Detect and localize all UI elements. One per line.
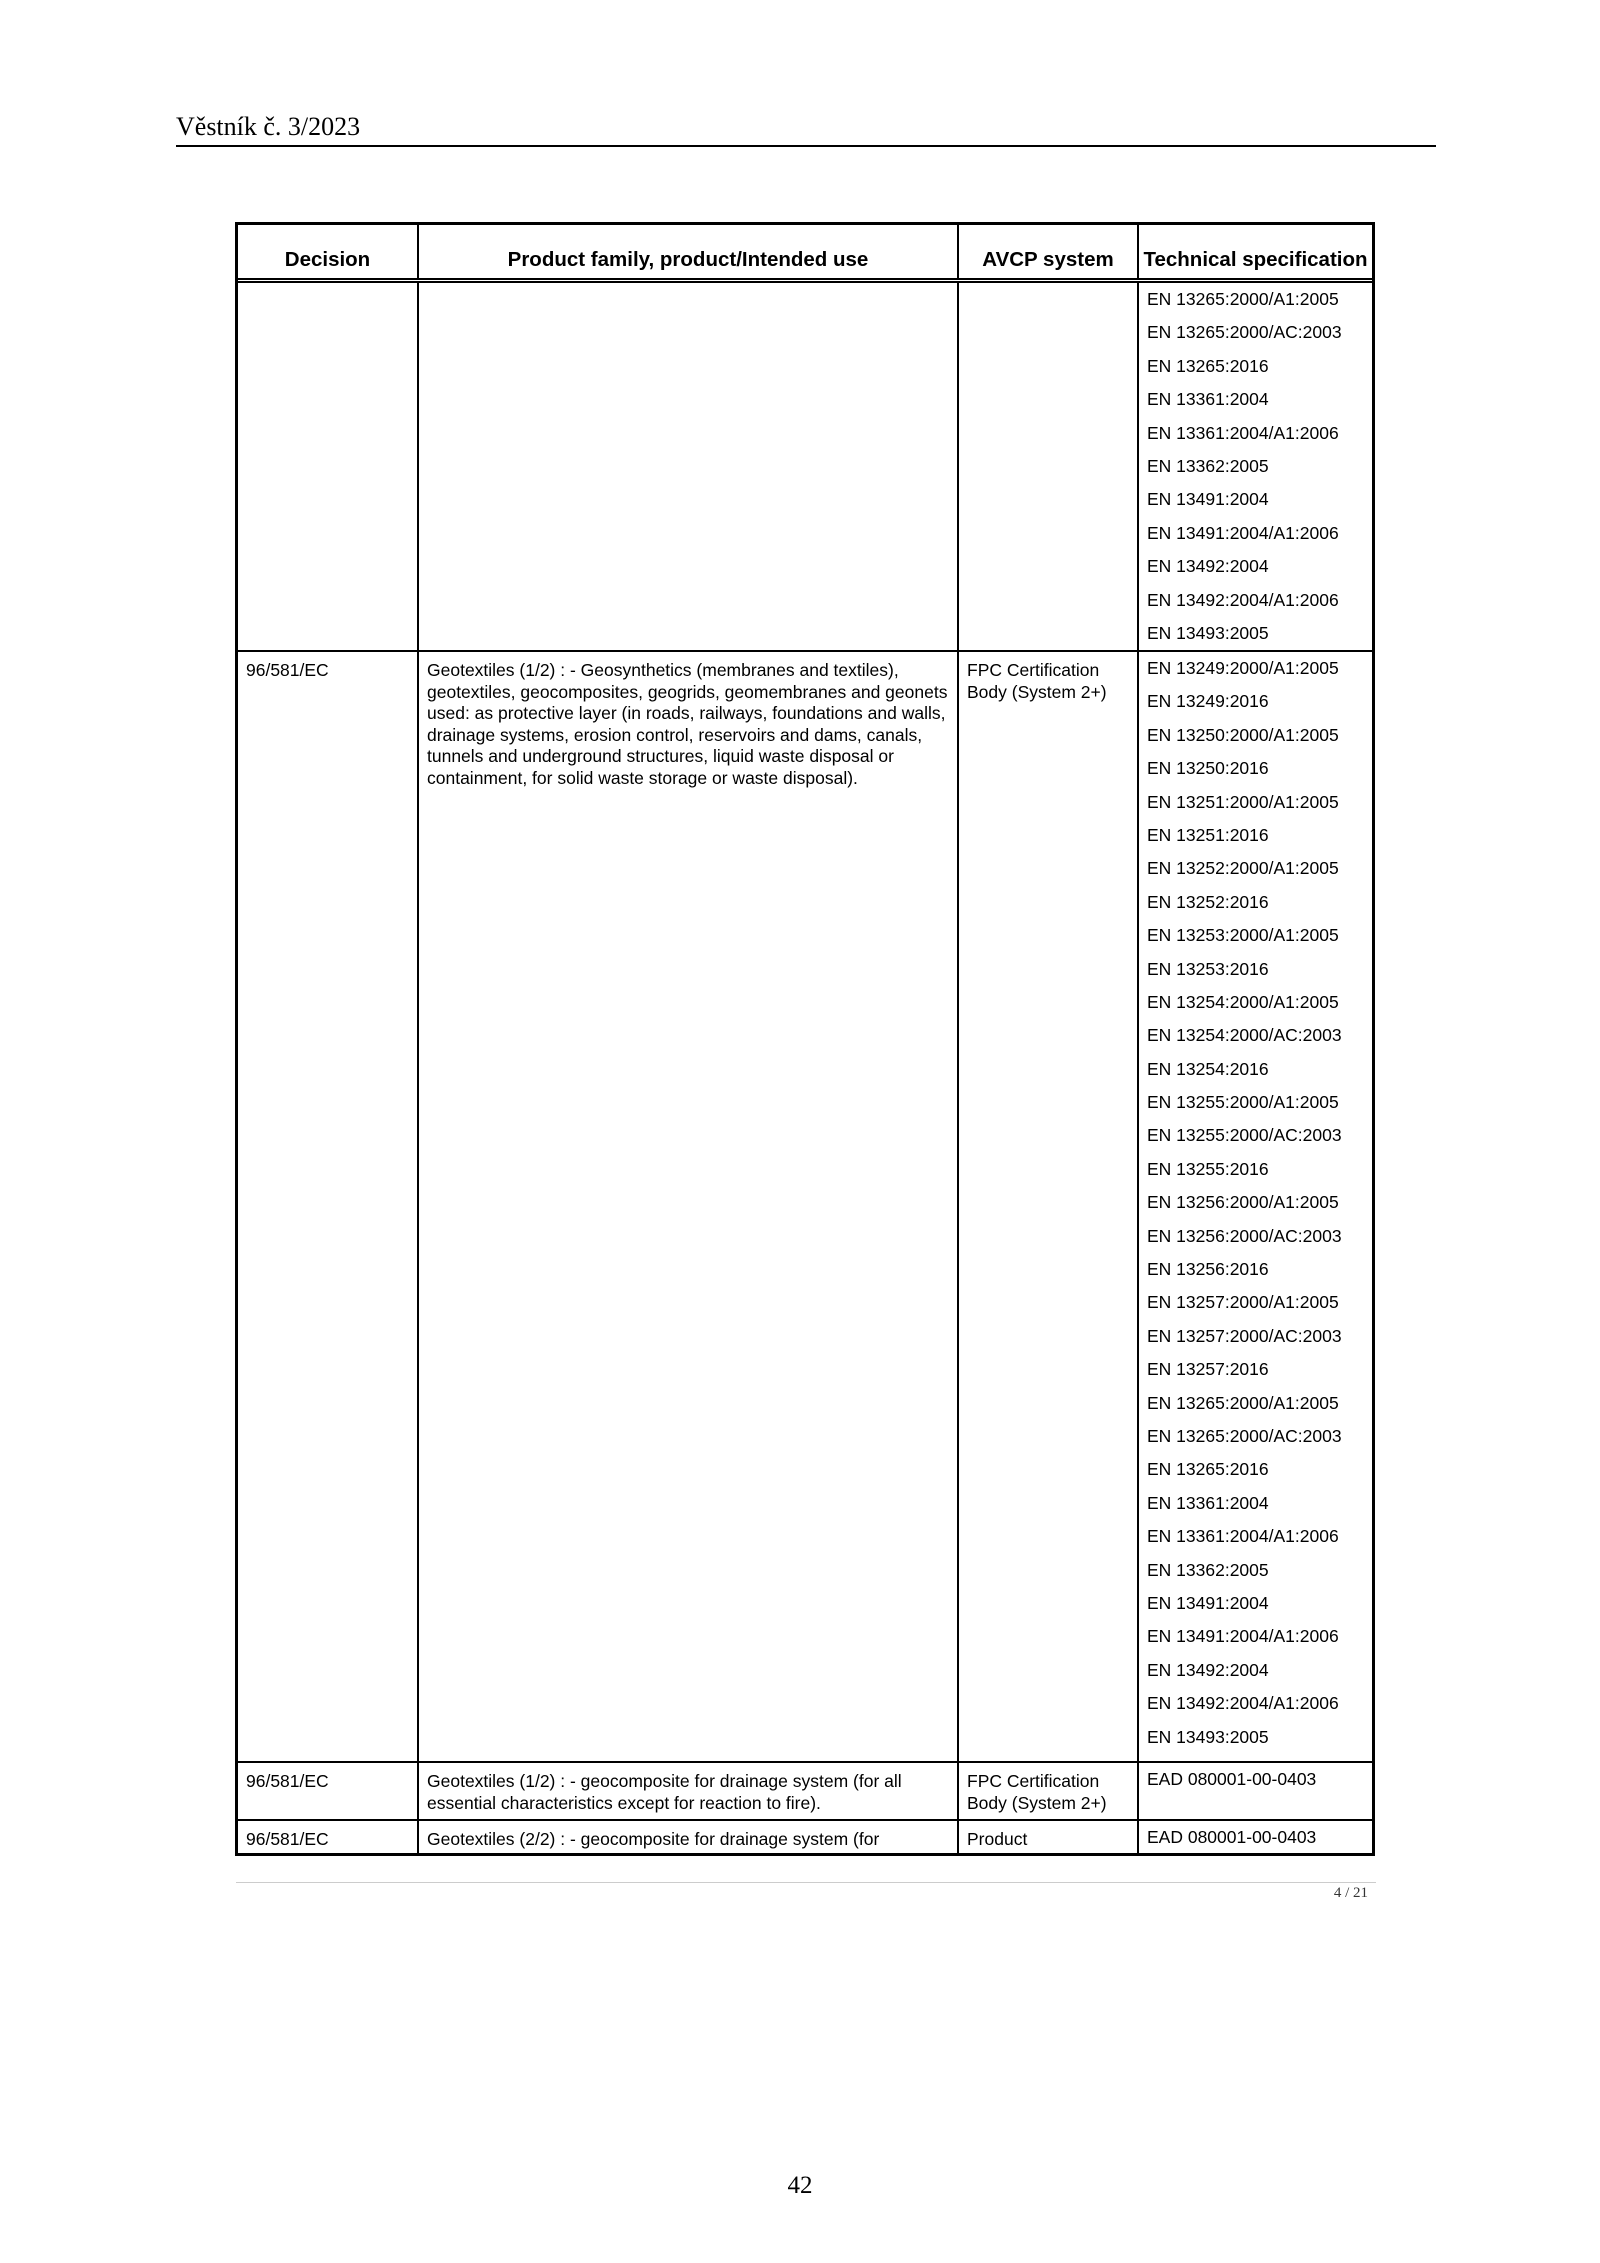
spec-entry: EN 13253:2016 <box>1147 958 1269 979</box>
footer-rule <box>236 1882 1376 1883</box>
page-of-indicator: 4 / 21 <box>1333 1885 1368 1901</box>
header-rule <box>176 145 1436 147</box>
decision-cell: 96/581/EC <box>238 652 419 1761</box>
spec-entry: EN 13492:2004 <box>1147 556 1269 577</box>
table-row <box>238 652 1372 1763</box>
spec-entry: EN 13255:2000/A1:2005 <box>1147 1092 1339 1113</box>
spec-entry: EN 13249:2000/A1:2005 <box>1147 658 1339 678</box>
decision-cell: 96/581/EC <box>238 1821 419 1853</box>
avcp-cell: FPC Certification Body (System 2+) <box>959 1763 1139 1819</box>
spec-entry: EN 13492:2004/A1:2006 <box>1147 1693 1339 1714</box>
decision-cell <box>238 283 419 650</box>
column-header-avcp: AVCP system <box>959 225 1139 278</box>
spec-entry: EN 13257:2000/A1:2005 <box>1147 1292 1339 1313</box>
table-row <box>238 1763 1372 1821</box>
spec-entry: EN 13257:2000/AC:2003 <box>1147 1325 1342 1346</box>
spec-entry: EN 13252:2016 <box>1147 891 1269 912</box>
spec-entry: EN 13493:2005 <box>1147 622 1269 643</box>
table-row-continuation <box>238 283 1372 652</box>
spec-entry: EN 13254:2000/A1:2005 <box>1147 991 1339 1012</box>
column-header-product: Product family, product/Intended use <box>419 225 959 278</box>
spec-entry: EN 13250:2000/A1:2005 <box>1147 724 1339 745</box>
spec-entry: EN 13256:2000/A1:2005 <box>1147 1192 1339 1213</box>
spec-entry: EN 13361:2004/A1:2006 <box>1147 1526 1339 1547</box>
spec-cell: EAD 080001-00-0403 <box>1147 1827 1317 1847</box>
specification-table <box>235 222 1375 1856</box>
spec-entry: EN 13255:2000/AC:2003 <box>1147 1125 1342 1146</box>
spec-entry: EN 13492:2004/A1:2006 <box>1147 589 1339 610</box>
spec-entry: EN 13252:2000/A1:2005 <box>1147 858 1339 879</box>
spec-entry: EN 13265:2000/A1:2005 <box>1147 1392 1339 1413</box>
spec-entry: EN 13265:2000/AC:2003 <box>1147 1425 1342 1446</box>
table-row <box>238 1821 1372 1853</box>
spec-entry: EN 13491:2004 <box>1147 489 1269 510</box>
column-header-spec: Technical specification <box>1143 248 1368 271</box>
spec-entry: EN 13491:2004/A1:2006 <box>1147 522 1339 543</box>
product-cell: Geotextiles (1/2) : - Geosynthetics (membranes and textiles), geotextiles, geocomposites, geogrids, geomembranes and geonets used: as protective layer (in roads, railways, foundations and walls, drainage systems, erosion control, reservoirs and dams, canals, tunnels and underground structures, liquid waste disposal or containment, for solid waste storage or waste disposal). <box>419 652 959 1761</box>
spec-cell: EAD 080001-00-0403 <box>1147 1769 1317 1789</box>
spec-entry: EN 13362:2005 <box>1147 1559 1269 1580</box>
avcp-cell <box>959 283 1139 650</box>
avcp-cell: Product <box>959 1821 1139 1853</box>
spec-entry: EN 13265:2000/AC:2003 <box>1147 322 1342 343</box>
spec-entry: EN 13492:2004 <box>1147 1659 1269 1680</box>
journal-title: Věstník č. 3/2023 <box>176 112 361 141</box>
spec-entry: EN 13491:2004 <box>1147 1592 1269 1613</box>
spec-entry: EN 13251:2000/A1:2005 <box>1147 791 1339 812</box>
spec-cell <box>1139 283 1372 650</box>
spec-entry: EN 13254:2016 <box>1147 1058 1269 1079</box>
spec-entry: EN 13362:2005 <box>1147 455 1269 476</box>
table-header-row <box>238 225 1372 283</box>
spec-entry: EN 13256:2000/AC:2003 <box>1147 1225 1342 1246</box>
spec-entry: EN 13250:2016 <box>1147 758 1269 779</box>
spec-entry: EN 13254:2000/AC:2003 <box>1147 1025 1342 1046</box>
page-number: 42 <box>787 2172 813 2199</box>
spec-entry: EN 13265:2016 <box>1147 1459 1269 1480</box>
decision-cell: 96/581/EC <box>238 1763 419 1819</box>
spec-entry: EN 13361:2004/A1:2006 <box>1147 422 1339 443</box>
product-cell: Geotextiles (2/2) : - geocomposite for drainage system (for <box>419 1821 959 1853</box>
spec-entry: EN 13253:2000/A1:2005 <box>1147 925 1339 946</box>
spec-entry: EN 13265:2016 <box>1147 355 1269 376</box>
avcp-cell: FPC Certification Body (System 2+) <box>959 652 1139 1761</box>
spec-entry: EN 13256:2016 <box>1147 1259 1269 1280</box>
spec-entry: EN 13361:2004 <box>1147 389 1269 410</box>
product-cell <box>419 283 959 650</box>
spec-entry: EN 13249:2016 <box>1147 691 1269 712</box>
column-header-decision: Decision <box>238 225 419 278</box>
spec-entry: EN 13493:2005 <box>1147 1726 1269 1747</box>
spec-entry: EN 13251:2016 <box>1147 824 1269 845</box>
spec-entry: EN 13265:2000/A1:2005 <box>1147 289 1339 309</box>
spec-cell <box>1139 652 1372 1761</box>
spec-entry: EN 13491:2004/A1:2006 <box>1147 1626 1339 1647</box>
spec-entry: EN 13257:2016 <box>1147 1359 1269 1380</box>
spec-entry: EN 13255:2016 <box>1147 1158 1269 1179</box>
product-cell: Geotextiles (1/2) : - geocomposite for drainage system (for all essential characteristics except for reaction to fire). <box>419 1763 959 1819</box>
spec-entry: EN 13361:2004 <box>1147 1492 1269 1513</box>
